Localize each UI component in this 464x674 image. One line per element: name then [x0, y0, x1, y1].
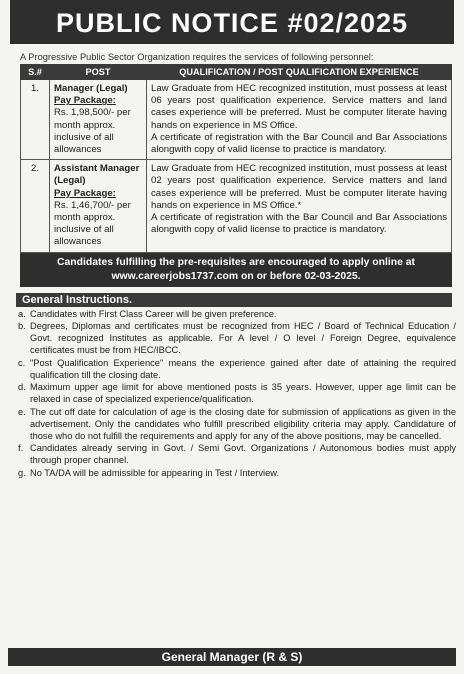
- header-qualification: QUALIFICATION / POST QUALIFICATION EXPERIENCE: [147, 65, 452, 80]
- notice-title: PUBLIC NOTICE #02/2025: [10, 0, 454, 44]
- item-letter: g.: [18, 468, 26, 478]
- certificate-text: A certificate of registration with the Bar Council and Bar Associations alongwith copy of valid license to practice is mandatory.: [151, 212, 447, 236]
- row-post: [50, 80, 147, 160]
- item-letter: a.: [18, 308, 26, 319]
- row-qualification: [147, 80, 452, 160]
- list-item: [18, 407, 460, 442]
- table-row: [21, 80, 452, 160]
- post-title: Manager (Legal): [54, 83, 128, 94]
- apply-banner: [20, 253, 452, 287]
- item-letter: e.: [18, 407, 26, 418]
- list-item: [18, 382, 460, 406]
- item-text: No TA/DA will be admissible for appearing in Test / Interview.: [30, 468, 280, 478]
- apply-line-1: Candidates fulfilling the pre-requisites are encouraged to apply online at: [57, 256, 415, 268]
- header-sno: S.#: [21, 65, 50, 80]
- signatory-banner: General Manager (R & S): [8, 648, 456, 666]
- general-instructions-list: [4, 309, 460, 480]
- item-text: Maximum upper age limit for above mentioned posts is 35 years. However, upper age limit can be relaxed in case of specialized experience/qualification.: [30, 382, 456, 405]
- list-item: [18, 309, 460, 321]
- item-text: Candidates already serving in Govt. / Semi Govt. Organizations / Autonomous bodies must apply through proper channel.: [30, 443, 456, 466]
- list-item: [18, 443, 460, 467]
- posts-table: [20, 64, 452, 253]
- row-sno: 2.: [21, 160, 50, 252]
- post-title: Assistant Manager (Legal): [54, 163, 140, 187]
- item-text: Degrees, Diplomas and certificates must be recognized from HEC / Board of Technical Education / Govt. recognized Institutes as applicable. For A level / O level / Foreign Degree, equivalence certificates must be from HEC/IBCC.: [30, 321, 456, 356]
- row-sno: 1.: [21, 80, 50, 160]
- qualification-text: Law Graduate from HEC recognized institution, must possess at least 06 years post qualification experience. Service matters and land cases experience will be preferred. Must be computer literate having hands on experience in MS Office.: [151, 83, 447, 131]
- pay-amount: Rs. 1,98,500/- per month approx. inclusive of all allowances: [54, 107, 131, 156]
- item-letter: c.: [18, 357, 26, 368]
- apply-line-2: www.careerjobs1737.com on or before 02-03-2025.: [111, 270, 361, 282]
- item-text: Candidates with First Class Career will be given preference.: [30, 308, 277, 319]
- pay-amount: Rs. 1,46,700/- per month approx. inclusive of all allowances: [54, 199, 131, 248]
- list-item: [18, 468, 460, 480]
- item-letter: d.: [18, 382, 26, 393]
- header-post: POST: [50, 65, 147, 80]
- table-header-row: [21, 65, 452, 80]
- list-item: [18, 321, 460, 356]
- table-row: [21, 160, 452, 252]
- list-item: [18, 358, 460, 382]
- general-instructions-heading: General Instructions.: [16, 293, 452, 307]
- notice-intro: A Progressive Public Sector Organization requires the services of following personnel:: [20, 52, 374, 62]
- item-letter: b.: [18, 321, 26, 332]
- certificate-text: A certificate of registration with the Bar Council and Bar Associations alongwith copy of valid license to practice is mandatory.: [151, 131, 447, 156]
- item-text: "Post Qualification Experience" means the experience gained after date of attaining the required qualification till the closing date.: [30, 357, 456, 380]
- row-post: [50, 160, 147, 252]
- qualification-text: Law Graduate from HEC recognized institution, must possess at least 02 years post qualification experience. Service matters and land cases experience will be preferred. Must be computer literate having hands on experience in MS Office.*: [151, 163, 447, 211]
- item-letter: f.: [18, 443, 24, 454]
- pay-package-label: Pay Package:: [54, 95, 116, 107]
- pay-package-label: Pay Package:: [54, 187, 116, 199]
- item-text: The cut off date for calculation of age is the closing date for submission of applications as given in the advertisement. Only the candidates who fulfill prescribed eligibility criteria may apply. Candidature of those who do not fulfill the requirements and apply for any of the above positions, may be cancelled.: [30, 407, 456, 441]
- row-qualification: [147, 160, 452, 252]
